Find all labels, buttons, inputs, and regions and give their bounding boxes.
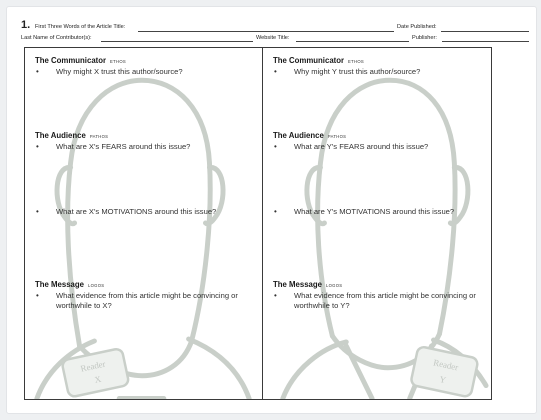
communicator-heading: The Communicator (273, 56, 345, 65)
article-title-label: First Three Words of the Article Title: (35, 24, 126, 30)
contributor-field[interactable] (101, 41, 253, 42)
question-trust: • Why might Y trust this author/source? (274, 67, 421, 76)
bullet: • (36, 206, 39, 216)
contributor-label: Last Name of Contributor(s): (21, 35, 92, 41)
worksheet-page (6, 6, 537, 414)
pathos-tag: PATHOS (89, 134, 109, 139)
question-evidence: • What evidence from this article might be convincing or worthwhile to X? (36, 291, 238, 310)
reader-y-badge-line2: Y (438, 373, 447, 385)
article-title-field[interactable] (138, 31, 394, 32)
reader-y-panel (262, 47, 492, 400)
bullet: • (36, 67, 39, 76)
bullet: • (274, 67, 277, 76)
date-published-field[interactable] (441, 31, 529, 32)
communicator-section-x (35, 56, 254, 77)
bullet: • (274, 142, 277, 151)
bullet: • (36, 142, 39, 151)
message-heading: The Message (273, 280, 322, 289)
question-fears: • What are Y's FEARS around this issue? (274, 142, 429, 151)
bullet: • (274, 291, 277, 300)
logos-tag: LOGOS (325, 283, 343, 288)
reader-y-badge-line1: Reader (432, 357, 460, 373)
ethos-tag: ETHOS (348, 59, 364, 64)
audience-heading: The Audience (273, 131, 324, 140)
communicator-heading: The Communicator (35, 56, 107, 65)
question-evidence: • What evidence from this article might be convincing or worthwhile to Y? (274, 291, 476, 310)
communicator-section-y (273, 56, 483, 77)
question-trust: • Why might X trust this author/source? (36, 67, 183, 76)
reader-x-panel (24, 47, 263, 400)
audience-section-x (35, 131, 254, 216)
head-sketch-illustration (263, 48, 491, 399)
publisher-label: Publisher: (412, 35, 437, 41)
bullet: • (36, 291, 39, 300)
pathos-tag: PATHOS (327, 134, 347, 139)
question-motivations: • What are Y's MOTIVATIONS around this issue? (274, 206, 455, 216)
message-heading: The Message (35, 280, 84, 289)
question-motivations: • What are X's MOTIVATIONS around this issue? (36, 206, 217, 216)
audience-heading: The Audience (35, 131, 86, 140)
message-section-y (273, 280, 483, 310)
publisher-field[interactable] (442, 41, 529, 42)
question-fears: • What are X's FEARS around this issue? (36, 142, 191, 151)
logos-tag: LOGOS (87, 283, 105, 288)
message-section-x (35, 280, 254, 310)
head-sketch-illustration (25, 48, 262, 399)
header-row-2 (21, 35, 529, 45)
bullet: • (274, 206, 277, 216)
reader-y-badge (410, 346, 478, 398)
date-published-label: Date Published: (397, 24, 437, 30)
website-title-field[interactable] (296, 41, 409, 42)
ethos-tag: ETHOS (110, 59, 126, 64)
website-title-label: Website Title: (256, 35, 290, 41)
reader-x-badge-line2: X (93, 373, 103, 385)
question-number: 1. (21, 19, 31, 31)
audience-section-y (273, 131, 483, 216)
reader-x-badge-line1: Reader (79, 358, 107, 374)
header-row-1 (21, 19, 529, 33)
